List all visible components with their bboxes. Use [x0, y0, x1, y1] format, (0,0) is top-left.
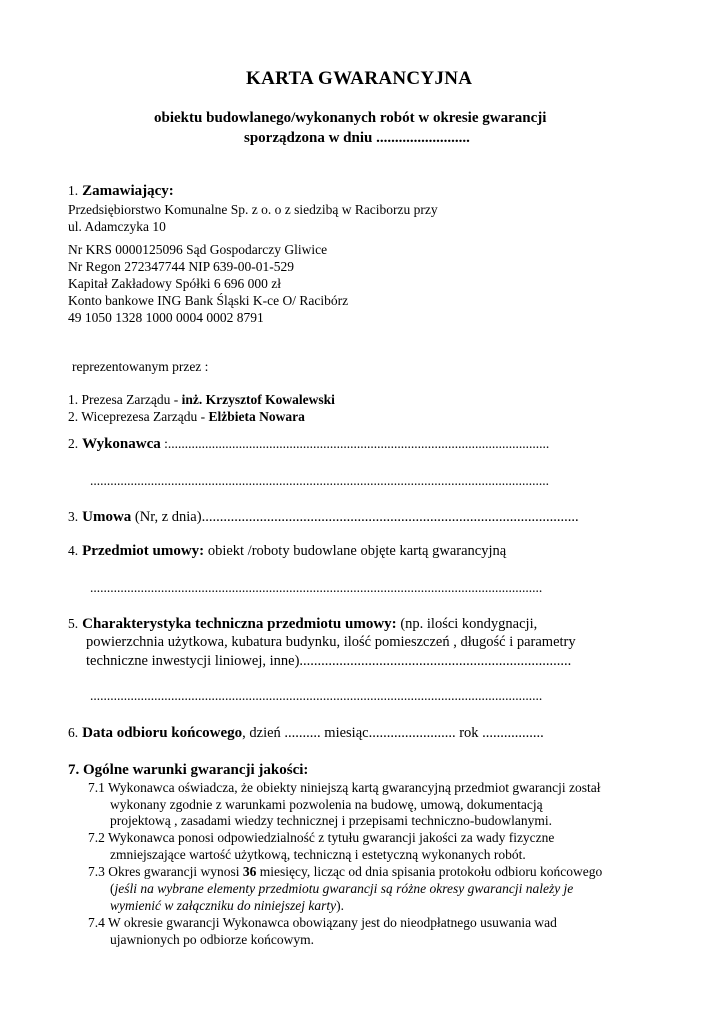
section-4-number: 4.	[68, 543, 79, 558]
represented-by-label: reprezentowanym przez :	[72, 359, 209, 374]
representative-2-role: 2. Wiceprezesa Zarządu -	[68, 409, 209, 424]
clause-7-2-line-1: 7.2 Wykonawca ponosi odpowiedzialność z tytułu gwarancji jakości za wady fizyczne	[88, 830, 555, 845]
section-6-fill: , dzień .......... miesiąc........................ rok .................	[242, 725, 544, 741]
client-line-4: Nr Regon 272347744 NIP 639-00-01-529	[68, 259, 294, 274]
section-3-line	[68, 508, 579, 526]
section-2-dotted-line: ........................................................................................................................................	[90, 473, 549, 488]
section-1-number: 1.	[68, 183, 79, 198]
section-5-dotted-line: ......................................................................................................................................	[90, 688, 543, 703]
clause-7-4-line-1: 7.4 W okresie gwarancji Wykonawca obowiązany jest do nieodpłatnego usuwania wad	[88, 915, 557, 930]
clause-7-3-open-paren: (	[110, 881, 115, 896]
section-5-line-1	[68, 615, 537, 633]
section-2-heading: Wykonawca	[82, 436, 161, 452]
clause-7-1-line-2: wykonany zgodnie z warunkami pozwolenia na budowę, umową, dokumentacją	[110, 797, 543, 812]
client-line-7: 49 1050 1328 1000 0004 0002 8791	[68, 310, 264, 325]
clause-7-1-line-1: 7.1 Wykonawca oświadcza, że obiekty niniejszą kartą gwarancyjną przedmiot gwarancji został	[88, 780, 601, 795]
representative-2-name: Elżbieta Nowara	[208, 409, 305, 424]
section-3-fill: (Nr, z dnia)........................................................................................................	[131, 509, 579, 525]
client-line-2: ul. Adamczyka 10	[68, 219, 166, 234]
section-4-text: obiekt /roboty budowlane objęte kartą gwarancyjną	[204, 543, 507, 559]
section-3-heading: Umowa	[82, 509, 132, 525]
section-3-number: 3.	[68, 509, 79, 524]
section-1-header	[68, 182, 174, 200]
representative-1	[68, 392, 335, 408]
section-4-line	[68, 542, 506, 560]
section-5-line-2: powierzchnia użytkowa, kubatura budynku, ilość pomieszczeń , długość i parametry	[86, 634, 576, 650]
section-4-heading: Przedmiot umowy:	[82, 543, 205, 559]
clause-7-3-line-3	[110, 898, 344, 914]
section-6-heading: Data odbioru końcowego	[82, 725, 243, 741]
clause-7-2-line-2: zmniejszające wartość użytkową, techniczną i estetyczną wykonanych robót.	[110, 847, 526, 862]
representative-2	[68, 409, 305, 425]
section-5-text-1: (np. ilości kondygnacji,	[396, 616, 538, 632]
representative-1-name: inż. Krzysztof Kowalewski	[181, 392, 335, 407]
clause-7-4-line-2: ujawnionych po odbiorze końcowym.	[110, 932, 314, 947]
section-5-line-3: techniczne inwestycji liniowej, inne)...........................................................................	[86, 653, 572, 669]
clause-7-3-close: ).	[336, 898, 344, 913]
client-line-5: Kapitał Zakładowy Spółki 6 696 000 zł	[68, 276, 281, 291]
document-date-line: sporządzona w dniu .........................	[244, 130, 470, 146]
section-2-fill: :.................................................................................................................	[160, 436, 550, 451]
section-5-heading: Charakterystyka techniczna przedmiotu umowy:	[82, 616, 397, 632]
section-5-number: 5.	[68, 616, 79, 631]
section-4-dotted-line: ......................................................................................................................................	[90, 580, 543, 595]
document-title: KARTA GWARANCYJNA	[246, 68, 473, 89]
client-line-1: Przedsiębiorstwo Komunalne Sp. z o. o z siedzibą w Raciborzu przy	[68, 202, 438, 217]
clause-7-3-text-b: miesięcy, licząc od dnia spisania protokołu odbioru końcowego	[256, 864, 603, 879]
clause-7-1-line-3: projektową , zasadami wiedzy technicznej i przepisami techniczno-budowlanymi.	[110, 813, 552, 828]
section-6-line	[68, 724, 544, 742]
section-7-heading: 7. Ogólne warunki gwarancji jakości:	[68, 762, 309, 778]
client-line-3: Nr KRS 0000125096 Sąd Gospodarczy Gliwice	[68, 242, 328, 257]
client-line-6: Konto bankowe ING Bank Śląski K-ce O/ Racibórz	[68, 293, 349, 308]
section-2-number: 2.	[68, 436, 79, 451]
section-1-heading: Zamawiający:	[82, 183, 174, 199]
section-6-number: 6.	[68, 725, 79, 740]
section-2-line	[68, 435, 549, 453]
clause-7-3-italic-2: wymienić w załączniku do niniejszej karty	[110, 898, 337, 913]
document-subtitle: obiektu budowlanego/wykonanych robót w okresie gwarancji	[154, 110, 547, 126]
clause-7-3-line-1	[88, 864, 602, 880]
representative-1-role: 1. Prezesa Zarządu -	[68, 392, 182, 407]
clause-7-3-text-a: 7.3 Okres gwarancji wynosi	[88, 864, 243, 879]
warranty-months: 36	[242, 864, 257, 879]
clause-7-3-italic-1: jeśli na wybrane elementy przedmiotu gwarancji są różne okresy gwarancji należy je	[114, 881, 574, 896]
clause-7-3-line-2	[110, 881, 573, 897]
